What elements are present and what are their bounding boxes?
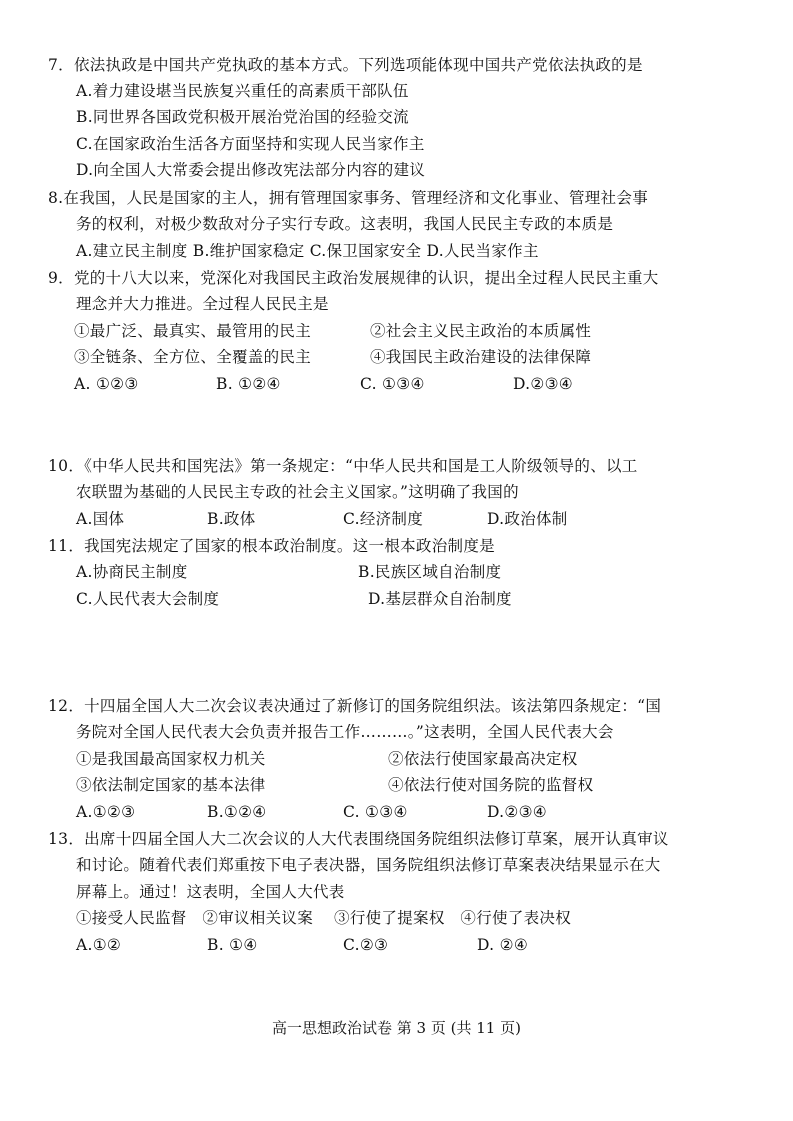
question-9-statement-2: ②社会主义民主政治的本质属性: [370, 322, 592, 340]
question-9-stem-line2: 理念并大力推进。全过程人民民主是: [76, 295, 329, 313]
question-12-option-d: D.②③④: [487, 803, 547, 821]
question-13-option-a: A.①②: [76, 936, 122, 954]
question-12-option-a: A.①②③: [76, 803, 136, 821]
question-7-stem: 7．依法执政是中国共产党执政的基本方式。下列选项能体现中国共产党依法执政的是: [48, 56, 643, 74]
question-9-option-c: C. ①③④: [360, 375, 425, 393]
question-8-stem-line1: 8.在我国，人民是国家的主人，拥有管理国家事务、管理经济和文化事业、管理社会事: [48, 189, 648, 207]
question-12-stem-line1: 12．十四届全国人大二次会议表决通过了新修订的国务院组织法。该法第四条规定：“国: [48, 697, 662, 715]
question-13-option-b: B. ①④: [207, 936, 258, 954]
question-10-stem-line2: 农联盟为基础的人民民主专政的社会主义国家。”这明确了我国的: [76, 483, 519, 501]
question-12-option-c: C. ①③④: [343, 803, 408, 821]
question-13-option-c: C.②③: [343, 936, 389, 954]
question-7-option-c: C.在国家政治生活各方面坚持和实现人民当家作主: [76, 135, 425, 153]
question-13-statements: ①接受人民监督 ②审议相关议案 ③行使了提案权 ④行使了表决权: [76, 909, 572, 927]
question-13-stem-line2: 和讨论。随着代表们郑重按下电子表决器，国务院组织法修订草案表决结果显示在大: [76, 856, 661, 874]
question-11-option-a: A.协商民主制度: [76, 563, 188, 581]
question-12-statement-2: ②依法行使国家最高决定权: [388, 750, 578, 768]
question-7-option-a: A.着力建设堪当民族复兴重任的高素质干部队伍: [76, 82, 409, 100]
question-11-option-d: D.基层群众自治制度: [368, 590, 512, 608]
question-9-option-d: D.②③④: [513, 375, 573, 393]
question-10-option-b: B.政体: [207, 510, 256, 528]
question-12-option-b: B.①②④: [207, 803, 267, 821]
question-10-option-a: A.国体: [76, 510, 125, 528]
question-13-stem-line3: 屏幕上。通过！这表明，全国人大代表: [76, 883, 345, 901]
question-12-stem-line2: 务院对全国人民代表大会负责并报告工作………。”这表明，全国人民代表大会: [76, 723, 614, 741]
question-8-stem-line2: 务的权利，对极少数敌对分子实行专政。这表明，我国人民民主专政的本质是: [76, 215, 614, 233]
question-7-option-d: D.向全国人大常委会提出修改宪法部分内容的建议: [76, 161, 426, 179]
question-9-statement-1: ①最广泛、最真实、最管用的民主: [74, 322, 312, 340]
question-13-stem-line1: 13．出席十四届全国人大二次会议的人大代表围绕国务院组织法修订草案，展开认真审议: [48, 830, 669, 848]
question-13-option-d: D. ②④: [477, 936, 529, 954]
question-10-option-d: D.政治体制: [487, 510, 568, 528]
question-12-statement-1: ①是我国最高国家权力机关: [76, 750, 266, 768]
question-11-stem: 11．我国宪法规定了国家的根本政治制度。这一根本政治制度是: [48, 537, 495, 555]
question-9-statement-3: ③全链条、全方位、全覆盖的民主: [74, 348, 312, 366]
question-12-statement-3: ③依法制定国家的基本法律: [76, 776, 266, 794]
question-9-statement-4: ④我国民主政治建设的法律保障: [370, 348, 592, 366]
question-9-option-b: B. ①②④: [216, 375, 281, 393]
question-11-option-c: C.人民代表大会制度: [76, 590, 220, 608]
page-footer: 高一思想政治试卷 第 3 页 (共 11 页): [272, 1019, 521, 1037]
question-11-option-b: B.民族区域自治制度: [358, 563, 502, 581]
question-7-option-b: B.同世界各国政党积极开展治党治国的经验交流: [76, 108, 409, 126]
question-12-statement-4: ④依法行使对国务院的监督权: [388, 776, 594, 794]
question-8-options: A.建立民主制度 B.维护国家稳定 C.保卫国家安全 D.人民当家作主: [76, 242, 539, 260]
question-10-stem-line1: 10．《中华人民共和国宪法》第一条规定：“中华人民共和国是工人阶级领导的、以工: [48, 457, 638, 475]
question-10-option-c: C.经济制度: [343, 510, 424, 528]
question-9-stem-line1: 9．党的十八大以来，党深化对我国民主政治发展规律的认识，提出全过程人民民主重大: [48, 269, 659, 287]
question-9-option-a: A. ①②③: [74, 375, 139, 393]
